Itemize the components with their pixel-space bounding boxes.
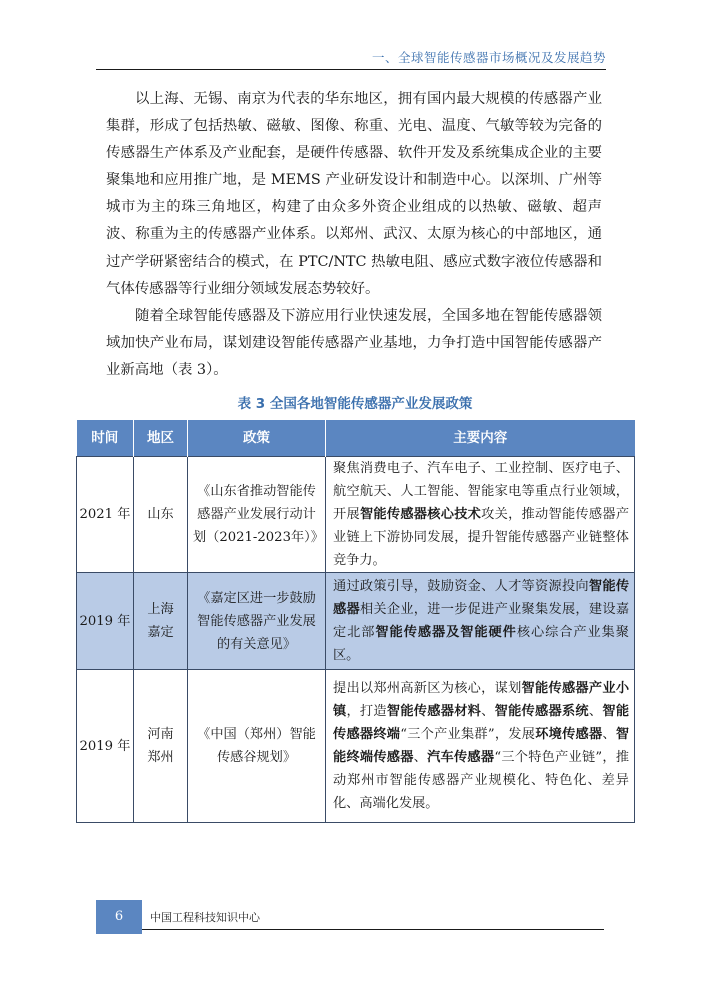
bold-highlight: 智能传感器核心技术 xyxy=(359,507,482,522)
footer-organization: 中国工程科技知识中心 xyxy=(150,911,260,924)
cell-content xyxy=(326,573,635,670)
cell-region: 上海嘉定 xyxy=(134,573,188,670)
text-segment: 聚焦消费电子、汽车电子、工业控制、医疗电子、航空航天、人工智能、智能家电等重点行业领域，开展 xyxy=(333,461,629,522)
page-number: 6 xyxy=(96,900,142,934)
cell-content xyxy=(326,670,635,823)
cell-policy: 《嘉定区进一步鼓励智能传感器产业发展的有关意见》 xyxy=(188,573,326,670)
bold-highlight: 智能传感器材料 xyxy=(386,704,482,719)
cell-region: 山东 xyxy=(134,457,188,573)
table-row xyxy=(77,573,635,670)
bold-highlight: 智能传感器系统 xyxy=(494,704,589,719)
text-segment: 、 xyxy=(602,727,616,742)
text-segment: “三个产业集群”，发展 xyxy=(400,727,536,742)
footer-rule xyxy=(142,929,604,930)
text-segment: 、 xyxy=(481,704,495,719)
bold-highlight: 环境传感器 xyxy=(535,727,603,742)
text-segment: ，打造 xyxy=(346,704,387,719)
column-header-policy: 政策 xyxy=(188,420,326,457)
cell-policy: 《中国（郑州）智能传感谷规划》 xyxy=(188,670,326,823)
text-segment: 核心综合产业集聚区。 xyxy=(333,625,629,663)
header-rule xyxy=(96,69,606,70)
text-segment: 通过政策引导，鼓励资金、人才等资源投向 xyxy=(333,579,589,594)
table-row xyxy=(77,457,635,573)
text-segment: 提出以郑州高新区为核心，谋划 xyxy=(333,681,522,696)
cell-year: 2021 年 xyxy=(77,457,134,573)
text-segment: 、 xyxy=(588,704,603,719)
table-header-row xyxy=(77,420,635,457)
text-segment: 相关企业，进一步促进产业聚集发展，建设嘉定北部 xyxy=(333,602,630,640)
cell-region: 河南郑州 xyxy=(134,670,188,823)
bold-highlight: 智能传感器 xyxy=(333,579,630,617)
column-header-year: 时间 xyxy=(77,420,134,457)
policy-table xyxy=(76,420,635,823)
text-segment: 攻关，推动智能传感器产业链上下游协同发展，提升智能传感器产业链整体竞争力。 xyxy=(333,507,630,568)
column-header-content: 主要内容 xyxy=(326,420,635,457)
bold-highlight: 智能传感器及智能硬件 xyxy=(375,625,517,640)
bold-highlight: 智能传感器产业小镇 xyxy=(333,681,630,719)
table-caption: 表 3 全国各地智能传感器产业发展政策 xyxy=(237,396,473,412)
table-row xyxy=(77,670,635,823)
running-header: 一、全球智能传感器市场概况及发展趋势 xyxy=(371,50,606,65)
body-paragraph-2: 随着全球智能传感器及下游应用行业快速发展，全国多地在智能传感器领域加快产业布局，谋划建设智能传感器产业基地，力争打造中国智能传感器产业新高地（表 3）。 xyxy=(106,308,602,379)
body-paragraph-1: 以上海、无锡、南京为代表的华东地区，拥有国内最大规模的传感器产业集群，形成了包括热敏、磁敏、图像、称重、光电、温度、气敏等较为完备的传感器生产体系及产业配套，是硬件传感器、软件开发及系统集成企业的主要聚集地和应用推广地，是 MEMS 产业研发设计和制造中心。以深圳、广州等城市为主的珠三角地区，构建了由众多外资企业组成的以热敏、磁敏、超声波、称重为主的传感器产业体系。以郑州、武汉、太原为核心的中部地区，通过产学研紧密结合的模式，在 PTC/NTC 热敏电阻、感应式数字液位传感器和气体传感器等行业细分领域发展态势较好。 xyxy=(106,91,602,297)
cell-year: 2019 年 xyxy=(77,573,134,670)
text-segment: “三个特色产业链”，推动郑州市智能传感器产业规模化、特色化、差异化、高端化发展。 xyxy=(333,750,630,811)
column-header-region: 地区 xyxy=(134,420,188,457)
bold-highlight: 汽车传感器 xyxy=(427,750,495,765)
cell-policy: 《山东省推动智能传感器产业发展行动计划（2021-2023年）》 xyxy=(188,457,326,573)
bold-highlight: 智能终端传感器 xyxy=(333,727,630,765)
cell-year: 2019 年 xyxy=(77,670,134,823)
bold-highlight: 智能传感器终端 xyxy=(333,704,630,742)
cell-content xyxy=(326,457,635,573)
text-segment: 、 xyxy=(413,750,428,765)
